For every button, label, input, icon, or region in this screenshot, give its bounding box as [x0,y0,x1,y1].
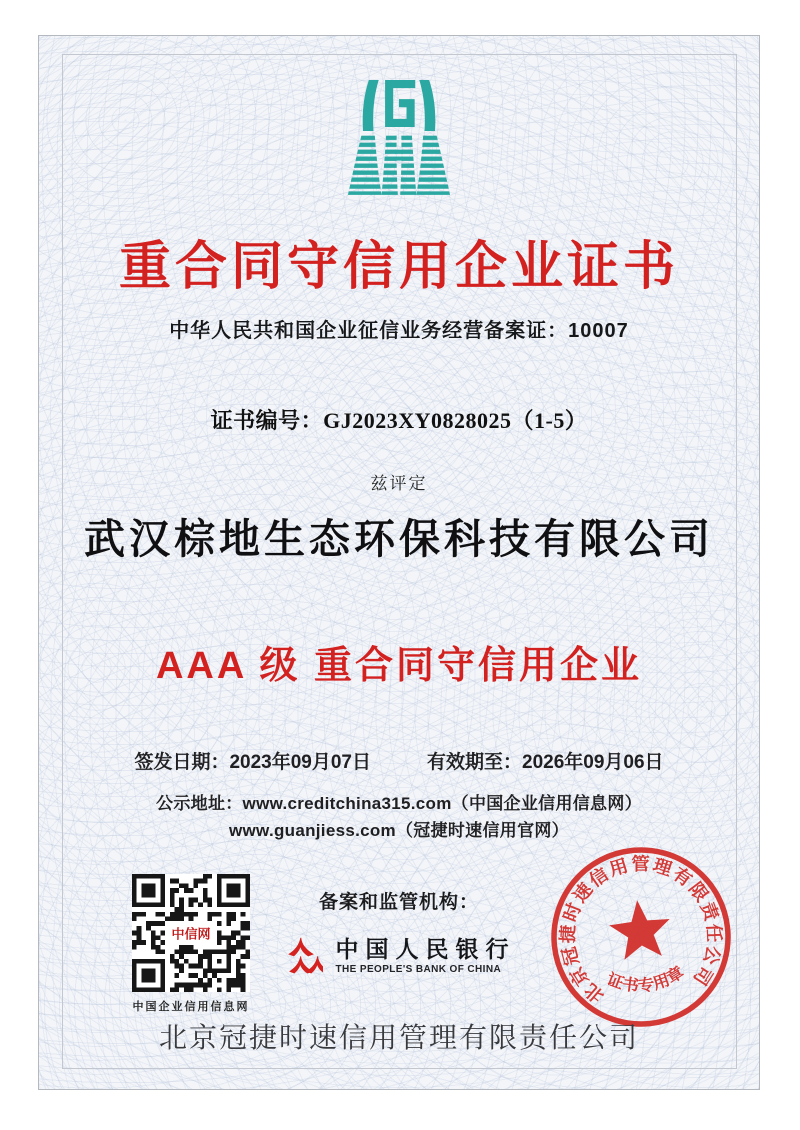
publicity-address [39,790,759,844]
company-name: 武汉棕地生态环保科技有限公司 [84,516,714,562]
certificate-body [38,35,760,1090]
valid-until [427,747,664,774]
svg-text:证书专用章 [603,961,689,998]
certificate-title: 重合同守信用企业证书 [118,238,679,296]
certificate-number-label: 证书编号： [210,408,324,433]
seal-star-icon [607,897,674,961]
publicity-line2: www.guanjiess.com（冠捷时速信用官网） [229,821,569,840]
regulator-label: 备案和监管机构： [318,892,479,913]
record-license-subtitle: 中华人民共和国企业征信业务经营备案证：10007 [169,320,629,342]
valid-until-value: 2026年09月06日 [522,752,664,773]
company-seal [546,842,736,1032]
valid-until-label: 有效期至： [427,752,523,773]
seal-bottom-text: 证书专用章 [604,964,687,996]
pboc-emblem-icon [283,934,323,978]
guanjie-brand-logo-icon [335,80,463,196]
issue-date [134,747,371,774]
pboc-name-en: THE PEOPLE'S BANK OF CHINA [335,963,502,975]
issue-date-label: 签发日期： [134,752,230,773]
rating-line: AAA 级 重合同守信用企业 [155,645,643,687]
publicity-line1 [39,790,759,817]
qr-center-label: 中信网 [168,923,213,944]
dates-row [39,747,759,774]
pboc-text [336,937,516,974]
seal-ring-text: 北京冠捷时速信用管理有限责任公司 [557,853,725,1007]
evaluation-statement: 兹评定 [370,474,428,493]
issue-date-value: 2023年09月07日 [229,752,371,773]
pboc-name-cn: 中国人民银行 [335,937,516,963]
certificate-number-line [39,404,759,435]
publicity-label: 公示地址： [156,794,243,813]
qr-caption: 中国企业信用信息网 [132,1001,250,1013]
certificate-number-value: GJ2023XY0828025（1-5） [323,408,588,433]
issuer-company-name: 北京冠捷时速信用管理有限责任公司 [158,1022,639,1053]
publicity-url-1: www.creditchina315.com（中国企业信用信息网） [242,794,642,813]
